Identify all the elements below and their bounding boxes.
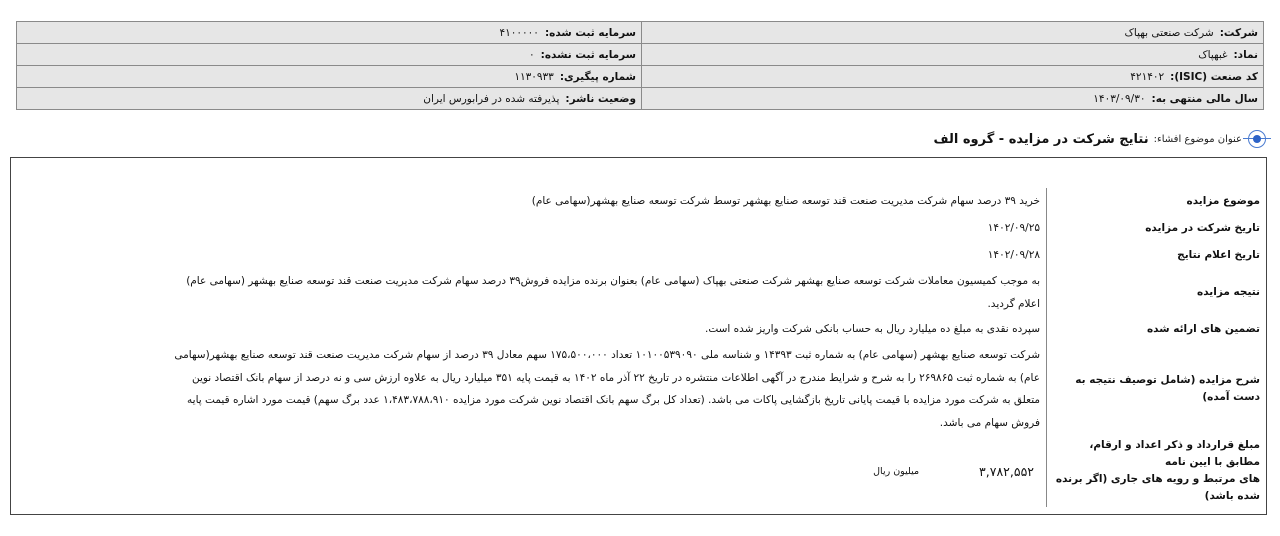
auction-details-rows [26,188,1266,507]
description-line: متعلق به شرکت مورد مزایده با قیمت پایانی تاریخ بازگشایی پاکات می باشد. (تعداد کل برگ سهم بانک اقتصاد نوین شرکت مورد مزایده ۱،۴۸۳،۷۸۸،۹۱۰ عدد برگ سهم) قیمت مورد اشاره قیمت پایه [187,394,1040,406]
detail-row-result [26,269,1266,316]
guarantee-label: تضمین های ارائه شده [1046,316,1266,343]
result-line: اعلام گردید. [987,297,1040,310]
company-cell [642,22,1264,44]
company-value: شرکت صنعتی بهپاک [1124,26,1214,39]
tracking-cell [17,66,642,88]
amount-label [1046,435,1266,507]
description-label: شرح مزایده (شامل توصیف نتیجه به دست آمده) [1046,343,1266,435]
detail-row-amount [26,435,1266,507]
detail-row-announce-date [26,242,1266,269]
participation-date-label: تاریخ شرکت در مزایده [1046,215,1266,242]
publisher-status-cell [17,88,642,110]
info-row-1 [17,22,1264,44]
amount-label-line: های مرتبط و رویه های جاری (اگر برنده شده باشد) [1055,473,1260,502]
subject-label: موضوع مزایده [1046,188,1266,215]
description-value [26,343,1046,435]
guarantee-value: سپرده نقدی به مبلغ ده میلیارد ریال به حساب بانکی شرکت واریز شده است. [704,323,1040,335]
publisher-status-value: پذیرفته شده در فرابورس ایران [423,92,560,105]
result-label: نتیجه مزایده [1046,269,1266,316]
symbol-value: غبهپاک [1198,48,1228,61]
detail-row-subject [26,188,1266,215]
info-row-4 [17,88,1264,110]
amount-label-line: مبلغ قرارداد و ذکر اعداد و ارقام، مطابق با ایین نامه [1089,439,1260,468]
description-line: عام) به شماره ثبت ۲۶۹۸۶۵ را به شرح و شرایط مندرج در آگهی اطلاعات منتشره در تاریخ ۲۲ آذر ماه ۱۴۰۲ به قیمت پایه ۳۵۱ میلیارد ریال به علاوه ارزش سی و نه درصد از سهام بانک اقتصاد نوین [191,371,1040,384]
company-label: شرکت: [1219,26,1258,39]
detail-row-guarantee [26,316,1266,343]
auction-details-panel [10,157,1267,515]
fiscal-year-cell [642,88,1264,110]
unregistered-capital-cell [17,44,642,66]
fiscal-year-value: ۱۴۰۳/۰۹/۳۰ [1093,92,1146,105]
amount-group [873,460,1040,483]
capital-label: سرمایه ثبت شده: [544,26,636,39]
topic-title: نتایج شرکت در مزایده - گروه الف [933,131,1149,147]
fiscal-year-label: سال مالی منتهی به: [1151,92,1258,105]
announce-date-value: ۱۴۰۲/۰۹/۲۸ [987,249,1040,261]
publisher-status-label: وضعیت ناشر: [565,92,636,105]
detail-row-description [26,343,1266,435]
subject-value: خرید ۳۹ درصد سهام شرکت مدیریت صنعت قند توسعه صنایع بهشهر توسط شرکت توسعه صنایع بهشهر(سهامی عام) [531,195,1040,207]
isic-value: ۴۲۱۴۰۲ [1130,70,1165,83]
unregistered-capital-value: ۰ [529,48,535,61]
disclosure-topic [934,127,1266,151]
capital-value: ۴۱۰۰۰۰۰ [499,26,539,39]
result-line: به موجب کمیسیون معاملات شرکت توسعه صنایع بهشهر شرکت صنعتی بهپاک (سهامی عام) بعنوان برنده مزایده فروش۳۹ درصد سهام شرکت مدیریت صنعت قند توسعه صنایع بهشهر (سهامی عام) [186,275,1040,287]
symbol-label: نماد: [1233,48,1258,61]
isic-label: کد صنعت (ISIC): [1170,70,1258,83]
info-row-3 [17,66,1264,88]
participation-date-value: ۱۴۰۲/۰۹/۲۵ [987,222,1040,234]
description-line: شرکت توسعه صنایع بهشهر (سهامی عام) به شماره ثبت ۱۴۳۹۳ و شناسه ملی ۱۰۱۰۰۵۳۹۰۹۰ تعداد ۱۷۵،۵۰۰،۰۰۰ سهم معادل ۳۹ درصد از سهام شرکت مدیریت صنعت قند توسعه صنایع بهشهر(سهامی [174,349,1040,361]
info-row-2 [17,44,1264,66]
announce-date-label: تاریخ اعلام نتایج [1046,242,1266,269]
description-line: فروش سهام می باشد. [939,416,1040,429]
symbol-cell [642,44,1264,66]
isic-cell [642,66,1264,88]
tracking-label: شماره پیگیری: [559,70,636,83]
company-info-table [16,21,1264,110]
amount-value: ۳,۷۸۲,۵۵۲ [979,463,1034,479]
detail-row-participation-date [26,215,1266,242]
result-value [26,269,1046,316]
amount-unit: میلیون ریال [873,465,920,477]
topic-prefix: عنوان موضوع افشاء: [1153,133,1242,145]
tracking-value: ۱۱۳۰۹۳۳ [514,70,554,83]
unregistered-capital-label: سرمایه ثبت نشده: [540,48,636,61]
amount-value-cell [26,435,1046,507]
topic-bullet-icon [1248,130,1266,148]
capital-cell [17,22,642,44]
